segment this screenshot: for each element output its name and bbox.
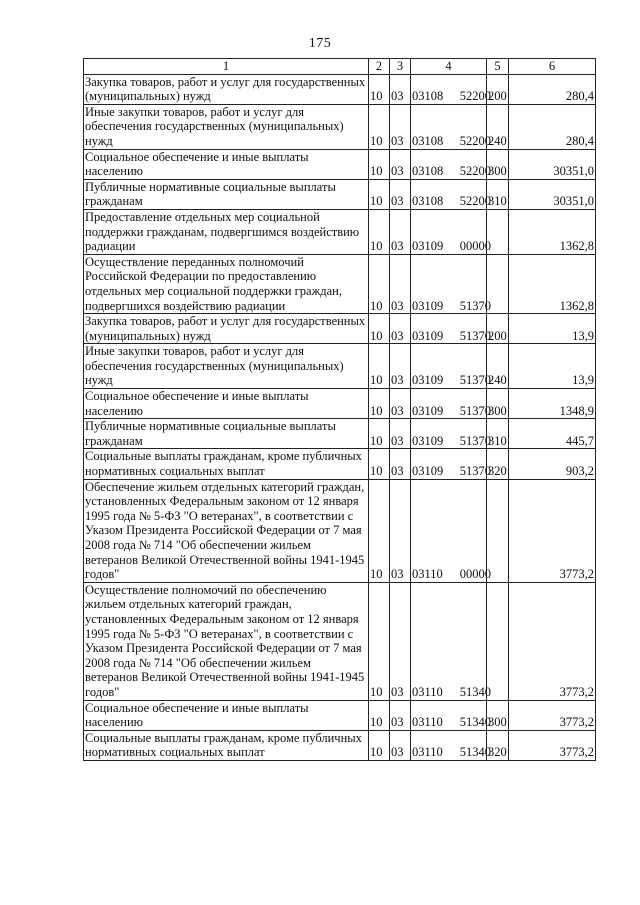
- row-target-code: 03110: [412, 745, 443, 760]
- row-section: 10: [369, 700, 390, 730]
- row-subsection: 03: [390, 730, 411, 760]
- row-target-article: [411, 419, 491, 449]
- header-row: [84, 59, 596, 75]
- row-target-article: [411, 700, 491, 730]
- row-amount: 1362,8: [509, 254, 596, 313]
- row-expense-type: 240: [487, 344, 509, 389]
- row-section: 10: [369, 254, 390, 313]
- row-target-article: [411, 344, 491, 389]
- row-amount: 280,4: [509, 74, 596, 104]
- row-target-code: 03109: [412, 403, 444, 418]
- row-name: Социальные выплаты гражданам, кроме публичных нормативных социальных выплат: [84, 449, 369, 479]
- table-row: [84, 179, 596, 209]
- row-article-code: 51340: [459, 715, 491, 730]
- row-expense-type: 300: [487, 389, 509, 419]
- row-amount: 3773,2: [509, 700, 596, 730]
- row-article-code: 51370: [459, 403, 491, 418]
- row-section: 10: [369, 149, 390, 179]
- row-target-code: 03109: [412, 464, 444, 479]
- page-number: 175: [308, 36, 332, 51]
- row-section: 10: [369, 209, 390, 254]
- row-amount: 3773,2: [509, 730, 596, 760]
- budget-table: [83, 58, 596, 761]
- row-name: Иные закупки товаров, работ и услуг для обеспечения государственных (муниципальных) нужд: [84, 104, 369, 149]
- col-header-name: 1: [84, 59, 369, 75]
- table-row: [84, 314, 596, 344]
- row-target-code: 03108: [412, 164, 444, 179]
- row-subsection: 03: [390, 582, 411, 700]
- row-subsection: 03: [390, 179, 411, 209]
- row-expense-type: [487, 582, 509, 700]
- row-section: 10: [369, 730, 390, 760]
- row-amount: 13,9: [509, 344, 596, 389]
- row-target-article: [411, 449, 491, 479]
- row-amount: 30351,0: [509, 179, 596, 209]
- row-subsection: 03: [390, 700, 411, 730]
- row-section: 10: [369, 389, 390, 419]
- row-article-code: 51370: [459, 328, 491, 343]
- row-name: Закупка товаров, работ и услуг для государственных (муниципальных) нужд: [84, 314, 369, 344]
- table-row: [84, 209, 596, 254]
- row-amount: 3773,2: [509, 479, 596, 582]
- col-header-subsection: 3: [390, 59, 411, 75]
- table-row: [84, 730, 596, 760]
- row-name: Осуществление переданных полномочий Российской Федерации по предоставлению отдельных мер социальной поддержки граждан, подвергшихся воздействию радиации: [84, 254, 369, 313]
- row-target-article: [411, 74, 491, 104]
- row-target-code: 03108: [412, 194, 444, 209]
- row-subsection: 03: [390, 104, 411, 149]
- row-target-code: 03108: [412, 89, 444, 104]
- row-target-code: 03108: [412, 133, 444, 148]
- row-target-article: [411, 149, 491, 179]
- row-subsection: 03: [390, 314, 411, 344]
- row-target-article: [411, 479, 491, 582]
- row-expense-type: 320: [487, 730, 509, 760]
- row-expense-type: 200: [487, 74, 509, 104]
- row-name: Социальное обеспечение и иные выплаты населению: [84, 149, 369, 179]
- row-target-code: 03109: [412, 298, 444, 313]
- row-name: Предоставление отдельных мер социальной поддержки гражданам, подвергшимся воздействию радиации: [84, 209, 369, 254]
- row-target-article: [411, 314, 491, 344]
- table-row: [84, 344, 596, 389]
- col-header-section: 2: [369, 59, 390, 75]
- table-row: [84, 449, 596, 479]
- row-section: 10: [369, 479, 390, 582]
- table-row: [84, 254, 596, 313]
- row-amount: 1348,9: [509, 389, 596, 419]
- col-header-amount: 6: [509, 59, 596, 75]
- table-body: [84, 74, 596, 760]
- row-amount: 445,7: [509, 419, 596, 449]
- row-subsection: 03: [390, 449, 411, 479]
- row-expense-type: 320: [487, 449, 509, 479]
- row-name: Иные закупки товаров, работ и услуг для обеспечения государственных (муниципальных) нужд: [84, 344, 369, 389]
- row-section: 10: [369, 419, 390, 449]
- row-section: 10: [369, 74, 390, 104]
- row-section: 10: [369, 582, 390, 700]
- col-header-expense-type: 5: [487, 59, 509, 75]
- row-article-code: 51340: [459, 745, 491, 760]
- row-name: Публичные нормативные социальные выплаты гражданам: [84, 419, 369, 449]
- row-section: 10: [369, 344, 390, 389]
- row-subsection: 03: [390, 419, 411, 449]
- row-target-code: 03109: [412, 373, 444, 388]
- col-header-target-article: 4: [411, 59, 487, 75]
- row-name: Осуществление полномочий по обеспечению жильем отдельных категорий граждан, установленных Федеральным законом от 12 января 1995 года № 5-ФЗ "О ветеранах", в соответствии с Указом Президента Российской Федерации от 7 мая 2008 года № 714 "Об обеспечении жильем ветеранов Великой Отечественной войны 1941-1945 годов": [84, 582, 369, 700]
- row-section: 10: [369, 449, 390, 479]
- row-expense-type: 300: [487, 700, 509, 730]
- row-target-code: 03109: [412, 433, 444, 448]
- row-expense-type: 300: [487, 149, 509, 179]
- row-name: Социальное обеспечение и иные выплаты населению: [84, 700, 369, 730]
- row-amount: 903,2: [509, 449, 596, 479]
- row-name: Социальные выплаты гражданам, кроме публичных нормативных социальных выплат: [84, 730, 369, 760]
- row-section: 10: [369, 179, 390, 209]
- table-row: [84, 104, 596, 149]
- row-article-code: 51370: [459, 373, 491, 388]
- row-expense-type: 310: [487, 419, 509, 449]
- row-article-code: 52200: [459, 164, 491, 179]
- row-section: 10: [369, 314, 390, 344]
- row-subsection: 03: [390, 344, 411, 389]
- row-name: Обеспечение жильем отдельных категорий граждан, установленных Федеральным законом от 12 января 1995 года № 5-ФЗ "О ветеранах", в соответствии с Указом Президента Российской Федерации от 7 мая 2008 года № 714 "Об обеспечении жильем ветеранов Великой Отечественной войны 1941-1945 годов": [84, 479, 369, 582]
- row-article-code: 51340: [459, 684, 491, 699]
- row-subsection: 03: [390, 149, 411, 179]
- table-row: [84, 700, 596, 730]
- row-target-code: 03110: [412, 684, 443, 699]
- row-article-code: 51370: [459, 464, 491, 479]
- row-article-code: 52200: [459, 89, 491, 104]
- row-amount: 1362,8: [509, 209, 596, 254]
- row-target-article: [411, 582, 491, 700]
- row-target-article: [411, 389, 491, 419]
- row-expense-type: 310: [487, 179, 509, 209]
- row-article-code: 00000: [459, 239, 491, 254]
- row-article-code: 52200: [459, 133, 491, 148]
- table-row: [84, 389, 596, 419]
- row-article-code: 51370: [459, 298, 491, 313]
- row-amount: 3773,2: [509, 582, 596, 700]
- row-name: Закупка товаров, работ и услуг для государственных (муниципальных) нужд: [84, 74, 369, 104]
- row-target-article: [411, 730, 491, 760]
- row-amount: 13,9: [509, 314, 596, 344]
- table-row: [84, 582, 596, 700]
- row-target-code: 03109: [412, 328, 444, 343]
- row-subsection: 03: [390, 254, 411, 313]
- row-expense-type: 240: [487, 104, 509, 149]
- row-target-code: 03109: [412, 239, 444, 254]
- row-target-article: [411, 104, 491, 149]
- row-article-code: 00000: [459, 567, 491, 582]
- table-row: [84, 419, 596, 449]
- row-subsection: 03: [390, 74, 411, 104]
- row-section: 10: [369, 104, 390, 149]
- row-article-code: 52200: [459, 194, 491, 209]
- row-target-article: [411, 254, 491, 313]
- row-amount: 280,4: [509, 104, 596, 149]
- row-amount: 30351,0: [509, 149, 596, 179]
- row-subsection: 03: [390, 209, 411, 254]
- row-name: Публичные нормативные социальные выплаты гражданам: [84, 179, 369, 209]
- row-target-article: [411, 179, 491, 209]
- table-row: [84, 74, 596, 104]
- row-name: Социальное обеспечение и иные выплаты населению: [84, 389, 369, 419]
- row-subsection: 03: [390, 389, 411, 419]
- table-row: [84, 149, 596, 179]
- row-target-article: [411, 209, 491, 254]
- row-article-code: 51370: [459, 433, 491, 448]
- row-target-code: 03110: [412, 567, 443, 582]
- table-row: [84, 479, 596, 582]
- row-expense-type: 200: [487, 314, 509, 344]
- row-target-code: 03110: [412, 715, 443, 730]
- row-subsection: 03: [390, 479, 411, 582]
